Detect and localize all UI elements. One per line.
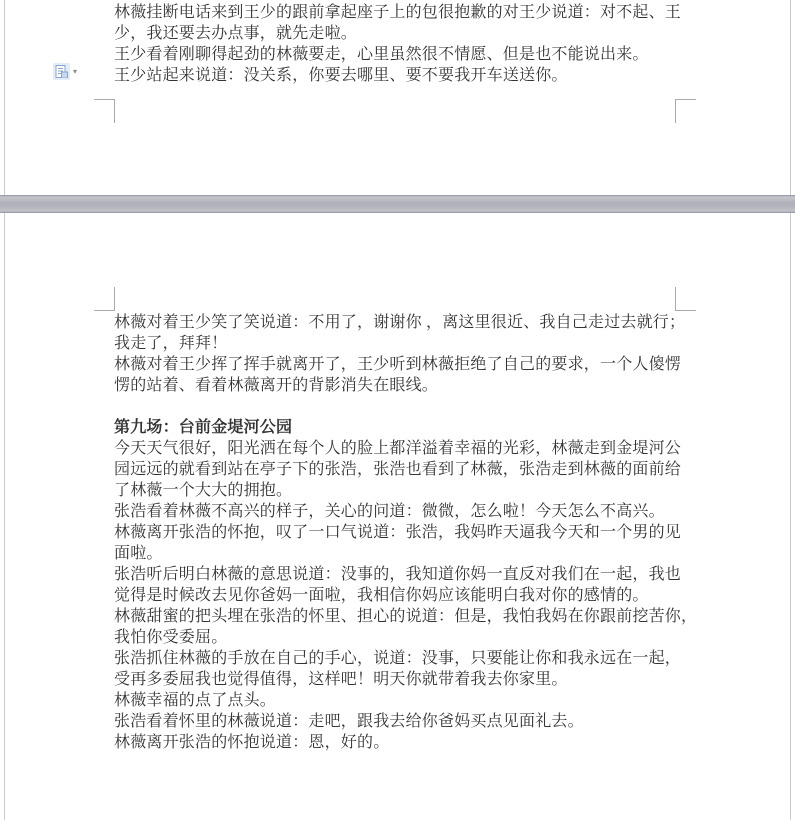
text-line[interactable]: 张浩抓住林薇的手放在自己的手心，说道：没事，只要能让你和我永远在一起， xyxy=(114,650,682,667)
text-line[interactable]: 林薇甜蜜的把头埋在张浩的怀里、担心的说道：但是，我怕我妈在你跟前挖苦你， xyxy=(114,608,698,625)
text-line[interactable]: 我怕你受委屈。 xyxy=(114,629,228,646)
page-2-text-block xyxy=(114,312,698,753)
text-line[interactable]: 林薇离开张浩的怀抱说道：恩，好的。 xyxy=(114,734,390,751)
clipboard-paste-icon xyxy=(53,63,70,80)
text-line[interactable] xyxy=(114,396,692,417)
text-line[interactable]: 张浩看着林薇不高兴的样子，关心的问道：微微，怎么啦！今天怎么不高兴。 xyxy=(114,503,665,520)
margin-crop-mark-bottom-left xyxy=(94,99,115,123)
page-1-text-block xyxy=(114,2,692,86)
text-line[interactable]: 王少站起来说道：没关系，你要去哪里、要不要我开车送送你。 xyxy=(114,67,568,84)
text-line[interactable]: 觉得是时候改去见你爸妈一面啦，我相信你妈应该能明白我对你的感情的。 xyxy=(114,587,649,604)
margin-crop-mark-top-right xyxy=(675,287,696,311)
margin-crop-mark-bottom-right xyxy=(675,99,696,123)
text-line[interactable]: 今天天气很好，阳光洒在每个人的脸上都洋溢着幸福的光彩，林薇走到金堤河公 xyxy=(114,440,682,457)
text-line[interactable]: 园远远的就看到站在亭子下的张浩，张浩也看到了林薇，张浩走到林薇的面前给 xyxy=(114,461,682,478)
text-line[interactable]: 林薇挂断电话来到王少的跟前拿起座子上的包很抱歉的对王少说道：对不起、王 xyxy=(114,4,682,21)
text-line[interactable]: 王少看着刚聊得起劲的林薇要走，心里虽然很不情愿、但是也不能说出来。 xyxy=(114,46,649,63)
paste-options-button[interactable] xyxy=(53,62,85,81)
margin-crop-mark-top-left xyxy=(94,287,115,311)
text-line[interactable]: 林薇幸福的点了点头。 xyxy=(114,692,277,709)
text-line[interactable]: 林薇对着王少笑了笑说道：不用了，谢谢你 ，离这里很近、我自己走过去就行； xyxy=(114,314,686,331)
text-line[interactable]: 面啦。 xyxy=(114,545,163,562)
text-line[interactable]: 少，我还要去办点事，就先走啦。 xyxy=(114,25,358,42)
text-line[interactable]: 林薇对着王少挥了挥手就离开了，王少听到林薇拒绝了自己的要求，一个人傻愣 xyxy=(114,356,682,373)
page-break-separator[interactable] xyxy=(0,195,795,213)
page-1[interactable] xyxy=(4,0,791,195)
text-line[interactable]: 张浩看着怀里的林薇说道：走吧，跟我去给你爸妈买点见面礼去。 xyxy=(114,713,584,730)
page-2[interactable] xyxy=(4,213,791,820)
text-line[interactable]: 张浩听后明白林薇的意思说道：没事的，我知道你妈一直反对我们在一起，我也 xyxy=(114,566,682,583)
scene-heading-line[interactable]: 第九场：台前金堤河公园 xyxy=(114,419,293,436)
text-line[interactable]: 愣的站着、看着林薇离开的背影消失在眼线。 xyxy=(114,377,439,394)
text-line[interactable]: 了林薇一个大大的拥抱。 xyxy=(114,482,293,499)
text-line[interactable]: 林薇离开张浩的怀抱，叹了一口气说道：张浩，我妈昨天逼我今天和一个男的见 xyxy=(114,524,682,541)
dropdown-arrow-icon[interactable]: ▾ xyxy=(73,66,78,76)
text-line[interactable]: 我走了，拜拜！ xyxy=(114,335,228,352)
text-line[interactable]: 受再多委屈我也觉得值得，这样吧！明天你就带着我去你家里。 xyxy=(114,671,568,688)
